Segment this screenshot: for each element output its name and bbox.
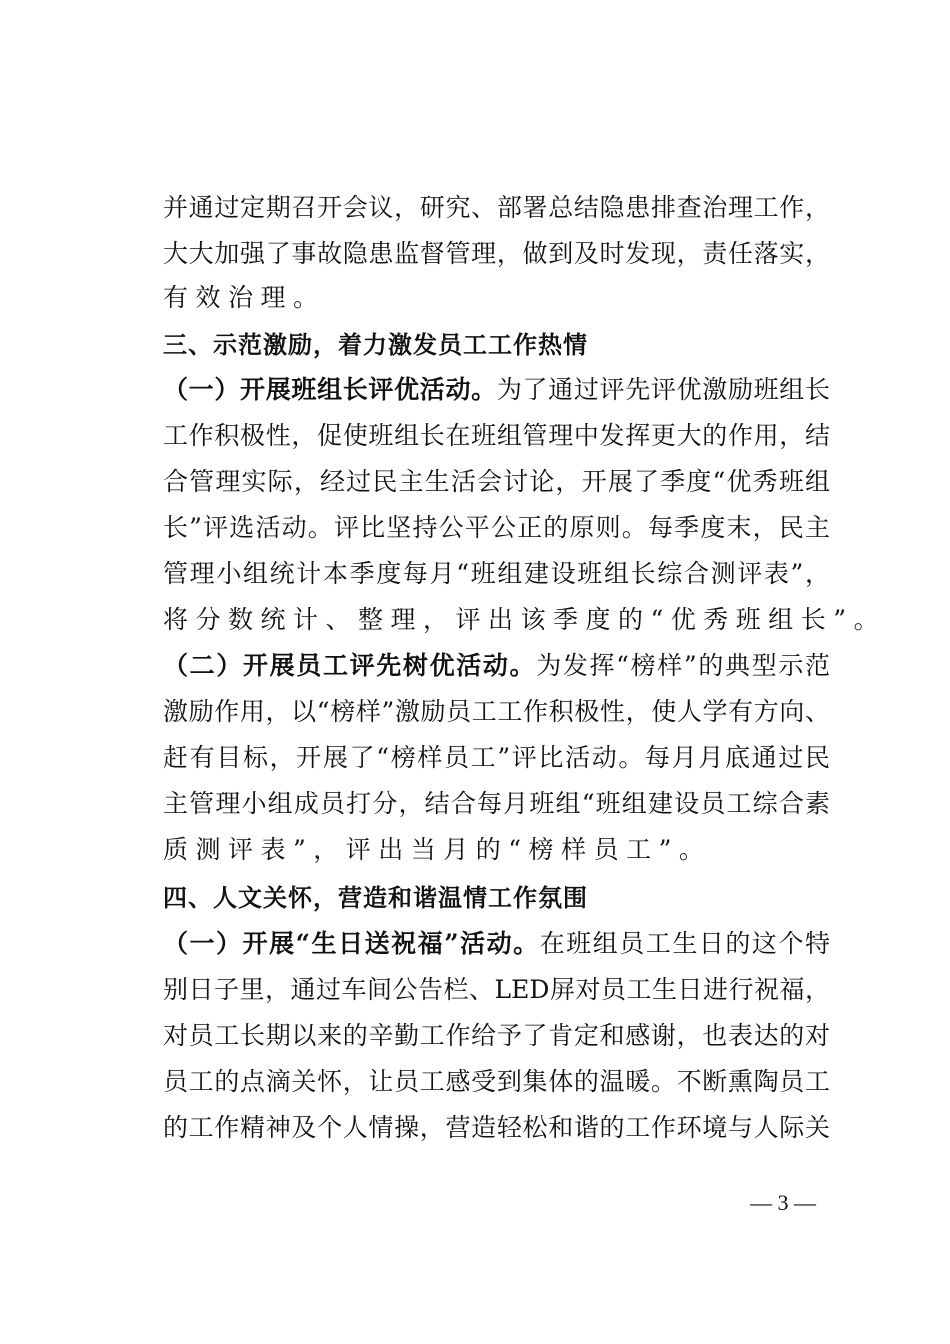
line-text: 为发挥“榜样”的典型示范 bbox=[536, 651, 830, 680]
paragraph-line bbox=[163, 1066, 830, 1098]
line-text: 工作积极性，促使班组长在班组管理中发挥更大的作用，结 bbox=[163, 421, 830, 450]
subheading-lead: （一）开展班组长评优活动。 bbox=[163, 375, 497, 404]
line-text: 在班组员工生日的这个特 bbox=[539, 929, 830, 958]
paragraph-line bbox=[163, 604, 887, 636]
line-text: 激励作用，以“榜样”激励员工工作积极性，使人学有方向、 bbox=[163, 697, 830, 726]
paragraph-line bbox=[163, 974, 830, 1006]
line-text: 质测评表”，评出当月的“榜样员工”。 bbox=[163, 835, 712, 864]
line-text: 并通过定期召开会议，研究、部署总结隐患排查治理工作， bbox=[163, 193, 830, 222]
section-heading: 三、示范激励，着力激发员工工作热情 bbox=[163, 331, 588, 359]
page-number: — 3 — bbox=[750, 1190, 816, 1215]
line-text: 合管理实际，经过民主生活会讨论，开展了季度“优秀班组 bbox=[163, 467, 830, 496]
paragraph-line bbox=[163, 238, 830, 270]
line-text: 别日子里，通过车间公告栏、LED屏对员工生日进行祝福， bbox=[163, 975, 830, 1004]
subheading-lead: （二）开展员工评先树优活动。 bbox=[163, 651, 537, 680]
paragraph-line bbox=[163, 742, 830, 774]
paragraph-line bbox=[163, 282, 830, 314]
paragraph-line bbox=[163, 374, 830, 406]
paragraph-line bbox=[163, 420, 830, 452]
paragraph-line bbox=[163, 558, 830, 590]
line-text: 大大加强了事故隐患监督管理，做到及时发现，责任落实， bbox=[163, 239, 830, 268]
paragraph-line bbox=[163, 466, 830, 498]
paragraph-line bbox=[163, 192, 830, 224]
paragraph-line bbox=[163, 834, 830, 866]
line-text: 的工作精神及个人情操，营造轻松和谐的工作环境与人际关 bbox=[163, 1113, 830, 1142]
paragraph-line bbox=[163, 512, 830, 544]
paragraph-line bbox=[163, 696, 830, 728]
line-text: 主管理小组成员打分，结合每月班组“班组建设员工综合素 bbox=[163, 789, 830, 818]
line-text: 赶有目标，开展了“榜样员工”评比活动。每月月底通过民 bbox=[163, 743, 830, 772]
line-text: 长”评选活动。评比坚持公平公正的原则。每季度末，民主 bbox=[163, 513, 830, 542]
line-text: 有效治理。 bbox=[163, 283, 326, 312]
line-text: 管理小组统计本季度每月“班组建设班组长综合测评表”， bbox=[163, 559, 830, 588]
paragraph-line bbox=[163, 1020, 830, 1052]
subheading-lead: （一）开展“生日送祝福”活动。 bbox=[163, 929, 540, 958]
section-heading: 四、人文关怀，营造和谐温情工作氛围 bbox=[163, 884, 588, 912]
line-text: 对员工长期以来的辛勤工作给予了肯定和感谢，也表达的对 bbox=[163, 1021, 830, 1050]
paragraph-line bbox=[163, 788, 830, 820]
paragraph-line bbox=[163, 650, 830, 682]
line-text: 员工的点滴关怀，让员工感受到集体的温暖。不断熏陶员工 bbox=[163, 1067, 830, 1096]
paragraph-line bbox=[163, 928, 830, 960]
line-text: 为了通过评先评优激励班组长 bbox=[496, 375, 830, 404]
line-text: 将分数统计、整理，评出该季度的“优秀班组长”。 bbox=[163, 605, 887, 634]
paragraph-line bbox=[163, 1112, 830, 1144]
